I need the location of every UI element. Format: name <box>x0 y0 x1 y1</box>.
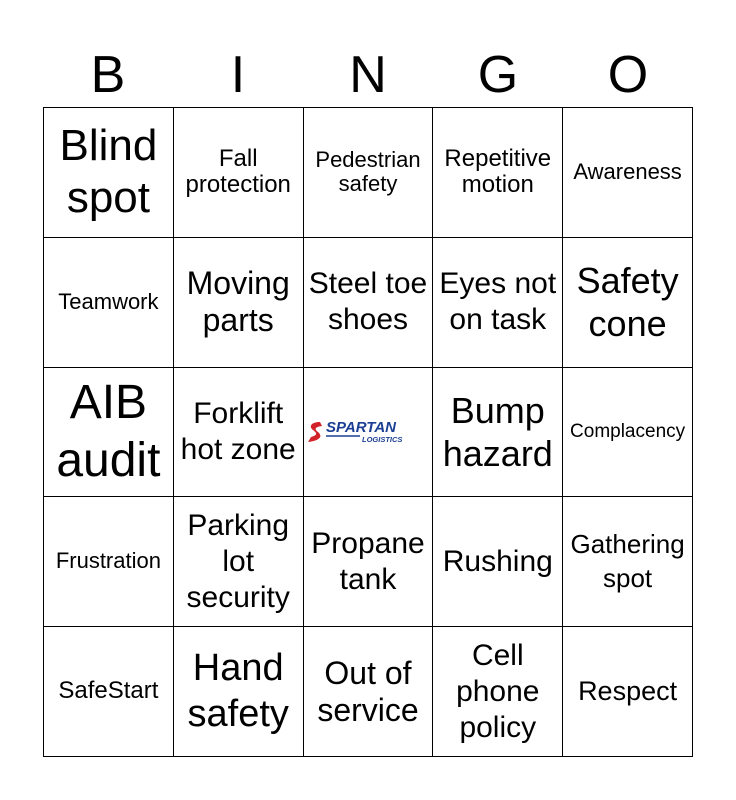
bingo-cell-free-space[interactable] <box>304 368 434 498</box>
bingo-cell-cell-phone-policy[interactable]: Cell phone policy <box>433 627 563 757</box>
header-letter-g: G <box>477 46 519 104</box>
bingo-cell-steel-toe-shoes[interactable]: Steel toe shoes <box>304 238 434 368</box>
bingo-cell-parking-lot-security[interactable]: Parking lot security <box>174 497 304 627</box>
bingo-cell-propane-tank[interactable]: Propane tank <box>304 497 434 627</box>
bingo-cell-fall-protection[interactable]: Fall protection <box>174 108 304 238</box>
bingo-cell-gathering-spot[interactable]: Gathering spot <box>563 497 693 627</box>
bingo-cell-forklift-hot-zone[interactable]: Forklift hot zone <box>174 368 304 498</box>
bingo-cell-aib-audit[interactable]: AIB audit <box>44 368 174 498</box>
spartan-logo-icon <box>306 417 430 447</box>
header-letter-n: N <box>349 46 387 104</box>
bingo-cell-safestart[interactable]: SafeStart <box>44 627 174 757</box>
svg-text:LOGISTICS: LOGISTICS <box>361 434 403 444</box>
bingo-grid <box>43 107 693 757</box>
bingo-cell-bump-hazard[interactable]: Bump hazard <box>433 368 563 498</box>
header-letter-b: B <box>90 46 126 104</box>
bingo-header <box>43 44 693 106</box>
bingo-cell-awareness[interactable]: Awareness <box>563 108 693 238</box>
bingo-cell-safety-cone[interactable]: Safety cone <box>563 238 693 368</box>
bingo-cell-frustration[interactable]: Frustration <box>44 497 174 627</box>
bingo-cell-out-of-service[interactable]: Out of service <box>304 627 434 757</box>
header-letter-i: I <box>230 46 246 104</box>
svg-text:SPARTAN: SPARTAN <box>325 418 396 436</box>
header-letter-o: O <box>607 46 649 104</box>
bingo-cell-hand-safety[interactable]: Hand safety <box>174 627 304 757</box>
bingo-cell-eyes-not-on-task[interactable]: Eyes not on task <box>433 238 563 368</box>
bingo-cell-repetitive-motion[interactable]: Repetitive motion <box>433 108 563 238</box>
bingo-cell-complacency[interactable]: Complacency <box>563 368 693 498</box>
bingo-cell-pedestrian-safety[interactable]: Pedestrian safety <box>304 108 434 238</box>
bingo-cell-teamwork[interactable]: Teamwork <box>44 238 174 368</box>
bingo-cell-moving-parts[interactable]: Moving parts <box>174 238 304 368</box>
bingo-cell-rushing[interactable]: Rushing <box>433 497 563 627</box>
bingo-cell-blind-spot[interactable]: Blind spot <box>44 108 174 238</box>
bingo-cell-respect[interactable]: Respect <box>563 627 693 757</box>
spartan-logistics-logo <box>306 417 430 447</box>
